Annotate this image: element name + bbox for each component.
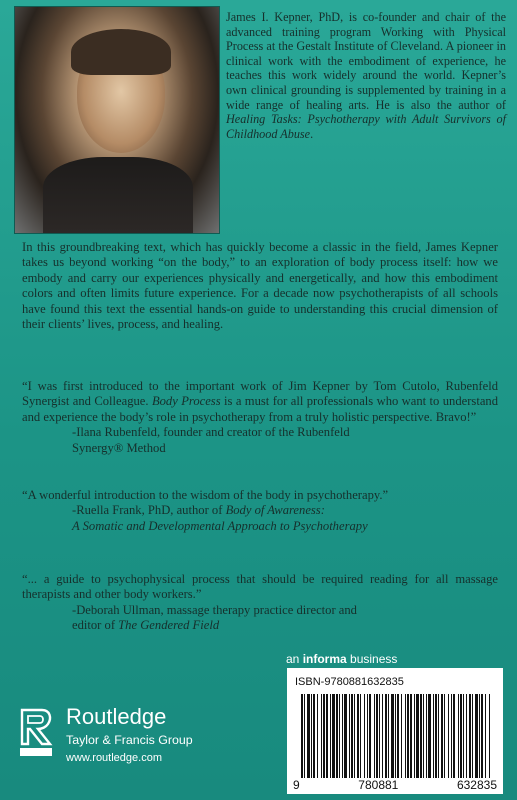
- barcode-digits: [293, 778, 497, 792]
- attribution-book-title: Body of Awareness:: [225, 503, 325, 518]
- isbn-barcode: [287, 668, 503, 794]
- barcode-digit-lead: 9: [293, 778, 300, 792]
- attribution-line-2: editor of: [72, 618, 119, 633]
- isbn-label: ISBN-9780881632835: [295, 676, 404, 688]
- barcode-bars: [301, 694, 491, 778]
- book-description: In this groundbreaking text, which has quickly become a classic in the field, James Kepner takes us beyond working “on the body,” to an exploration of body process itself: how we embody and carry our experiences physically and energetically, and how this embodiment colors and often limits future experience. For a decade now psychotherapists of all schools have found this text the essential hands-on guide to understanding this crucial dimension of their clients’ lives, process, and healing.: [22, 240, 498, 332]
- quote-text: “... a guide to psychophysical process that should be required reading for all massage therapists and other body workers.”: [22, 572, 498, 602]
- endorsement-2: [22, 488, 498, 534]
- informa-prefix: an: [286, 652, 303, 666]
- author-bio: [226, 10, 506, 141]
- bio-book-title: Healing Tasks: Psychotherapy with Adult Survivors of Childhood Abuse: [226, 112, 506, 141]
- quote-attribution: [22, 503, 498, 534]
- attribution-line-1: -Deborah Ullman, massage therapy practice director and: [72, 602, 357, 617]
- attribution-line-2: Synergy® Method: [72, 440, 166, 455]
- endorsement-3: [22, 572, 498, 634]
- author-shirt: [43, 157, 193, 233]
- endorsement-1: [22, 379, 498, 456]
- quote-text: “A wonderful introduction to the wisdom of the body in psychotherapy.”: [22, 488, 389, 502]
- attribution-line-1: -Ruella Frank, PhD, author of: [72, 503, 226, 518]
- bio-text-end: .: [310, 126, 314, 141]
- author-photo: [14, 6, 220, 234]
- quote-attribution: [22, 425, 498, 456]
- quote-attribution: [22, 603, 498, 634]
- publisher-url: www.routledge.com: [66, 752, 162, 764]
- routledge-logo-icon: [18, 708, 54, 758]
- attribution-book-title: The Gendered Field: [118, 618, 220, 633]
- quote-text-end: is a must for all professionals who want to understand and experience the body’s role in psychotherapy from a truly holistic perspective. Bravo!”: [22, 394, 499, 424]
- informa-suffix: business: [346, 652, 398, 666]
- quote-text: “I was first introduced to the important work of Jim Kepner by Tom Cutolo, Rubenfeld Synergist and Colleague.: [22, 379, 498, 409]
- informa-word: informa: [302, 652, 347, 666]
- attribution-line-1: -Ilana Rubenfeld, founder and creator of the Rubenfeld: [72, 425, 350, 440]
- bio-text: James I. Kepner, PhD, is co-founder and chair of the advanced training program Working with Physical Process at the Gestalt Institute of Cleveland. A pioneer in clinical work with the embodiment of experience, he teaches this work widely around the world. Kepner’s own clinical grounding is supplemented by training in a wide range of healing arts. He is also the author of: [226, 10, 506, 112]
- informa-tagline: [286, 652, 397, 666]
- barcode-digits-left: 780881: [358, 778, 399, 792]
- publisher-name: Routledge: [66, 704, 167, 729]
- publisher-group: Taylor & Francis Group: [66, 733, 193, 747]
- barcode-digits-right: 632835: [456, 778, 497, 792]
- quote-book-title: Body Process: [151, 394, 221, 409]
- author-hair: [71, 29, 171, 75]
- attribution-book-subtitle: A Somatic and Developmental Approach to Psychotherapy: [72, 518, 368, 533]
